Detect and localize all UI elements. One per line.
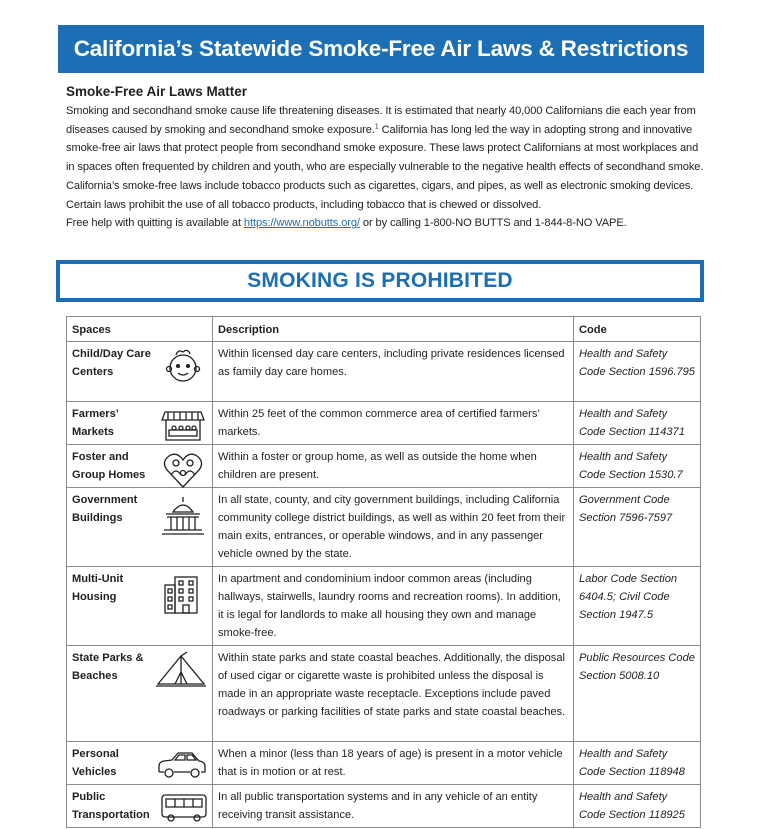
- header-description: Description: [213, 317, 574, 342]
- space-name: Personal Vehicles: [72, 748, 119, 778]
- table-row: [67, 785, 701, 828]
- apartment-building-icon: [157, 573, 209, 617]
- header-spaces: Spaces: [67, 317, 213, 342]
- tent-icon: [150, 650, 212, 690]
- description-cell: Within 25 feet of the common commerce area of certified farmers’ markets.: [213, 402, 574, 445]
- code-cell: Health and Safety Code Section 118925: [574, 785, 701, 828]
- intro-paragraph: [66, 102, 706, 214]
- table-row: [67, 742, 701, 785]
- code-cell: Health and Safety Code Section 114371: [574, 402, 701, 445]
- intro-heading: Smoke-Free Air Laws Matter: [66, 84, 248, 99]
- help-suffix: or by calling 1-800-NO BUTTS and 1-844-8-NO VAPE.: [359, 217, 627, 230]
- nobutts-link[interactable]: https://www.nobutts.org/: [243, 217, 360, 230]
- description-cell: Within state parks and state coastal beaches. Additionally, the disposal of used cigar or cigarette waste is prohibited unless the disposal is made in an appropriate waste receptacle. Exceptions include paved roadways or parking facilities of state parks and state coastal beaches.: [213, 646, 574, 742]
- intro-text-part1: Smoking and secondhand smoke cause life threatening diseases. It is estimated that nearly 40,000 Californians die each year from diseases caused by smoking and secondhand smoke exposure.: [66, 105, 696, 136]
- code-cell: Labor Code Section 6404.5; Civil Code Section 1947.5: [574, 567, 701, 646]
- description-cell: When a minor (less than 18 years of age) is present in a motor vehicle that is in motion or at rest.: [213, 742, 574, 785]
- section-heading: SMOKING IS PROHIBITED: [56, 260, 704, 302]
- code-cell: Health and Safety Code Section 1530.7: [574, 445, 701, 488]
- description-cell: In all public transportation systems and in any vehicle of an entity receiving transit assistance.: [213, 785, 574, 828]
- space-name: Foster and Group Homes: [72, 451, 146, 481]
- description-cell: Within a foster or group home, as well as outside the home when children are present.: [213, 445, 574, 488]
- intro-section: [66, 84, 706, 233]
- table-row: [67, 646, 701, 742]
- description-cell: In all state, county, and city government buildings, including California community college district buildings, as well as within 20 feet from their main exits, entrances, or operable windows, and in any passenger vehicle owned by the state.: [213, 488, 574, 567]
- space-name: Public Transportation: [72, 791, 150, 821]
- intro-text-part2: California has long led the way in adopting strong and innovative smoke-free air laws that protect people from secondhand smoke exposure. These laws protect Californians at most workplaces and in spaces often frequented by children and youth, who are especially vulnerable to the negative health effects of secondhand smoke. California’s smoke-free laws include tobacco products such as cigarettes, cigars, and pipes, as well as electronic smoking devices. Certain laws prohibit the use of all tobacco products, including tobacco that is chewed or dissolved.: [66, 123, 704, 211]
- description-cell: In apartment and condominium indoor common areas (including hallways, stairwells, laundry rooms and recreation rooms). In addition, it is legal for landlords to make all housing they own and manage smoke-free.: [213, 567, 574, 646]
- description-cell: Within licensed day care centers, including private residences licensed as family day care homes.: [213, 342, 574, 402]
- family-heart-icon: [157, 449, 209, 489]
- code-cell: Public Resources Code Section 5008.10: [574, 646, 701, 742]
- table-row: [67, 445, 701, 488]
- car-icon: [150, 746, 212, 786]
- space-name: Child/Day Care Centers: [72, 348, 151, 378]
- space-name: Government Buildings: [72, 494, 138, 524]
- quit-help-text: [66, 214, 706, 233]
- help-prefix: Free help with quitting is available at: [66, 217, 244, 230]
- table-row: [67, 567, 701, 646]
- capitol-building-icon: [157, 494, 209, 538]
- table-row: [67, 402, 701, 445]
- code-cell: Health and Safety Code Section 118948: [574, 742, 701, 785]
- code-cell: Health and Safety Code Section 1596.795: [574, 342, 701, 402]
- space-name: Multi-Unit Housing: [72, 573, 124, 603]
- table-row: [67, 342, 701, 402]
- bus-icon: [156, 789, 212, 829]
- child-face-icon: [157, 346, 209, 386]
- market-stall-icon: [157, 406, 209, 446]
- space-name: State Parks & Beaches: [72, 652, 144, 682]
- table-header-row: [67, 317, 701, 342]
- table-row: [67, 488, 701, 567]
- code-cell: Government Code Section 7596-7597: [574, 488, 701, 567]
- smoke-free-laws-table: [66, 316, 701, 828]
- footnote-mark: 1: [374, 123, 379, 131]
- header-code: Code: [574, 317, 701, 342]
- page-title: California’s Statewide Smoke-Free Air Laws & Restrictions: [58, 25, 704, 73]
- space-name: Farmers’ Markets: [72, 408, 119, 438]
